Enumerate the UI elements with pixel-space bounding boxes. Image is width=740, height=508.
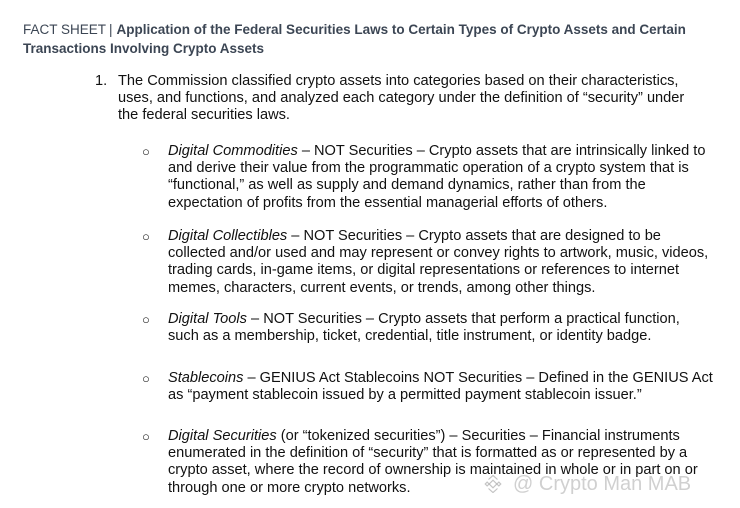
category-description: (or “tokenized securities”) – Securities – Financial instruments enumerated in the definition of “security” that is formatted as or represented by a crypto asset, where the record of ownership is maintained in whole or in part on or through one or more crypto networks. <box>168 428 698 496</box>
binance-logo-icon <box>484 474 507 494</box>
category-description: – NOT Securities – Crypto assets that are intrinsically linked to and derive their value from the programmatic operation of a crypto system that is “functional,” as well as supply and demand dynamics, rather than from the expectation of profits from the essential managerial efforts of others. <box>168 143 706 211</box>
bullet-icon: ○ <box>142 229 150 244</box>
numbered-item-1 <box>95 73 705 125</box>
item-number: 1. <box>95 73 108 89</box>
fact-sheet-label: FACT SHEET <box>23 22 107 37</box>
category-digital-commodities <box>142 143 713 212</box>
category-term: Digital Tools <box>168 311 247 327</box>
bullet-icon: ○ <box>142 429 150 444</box>
category-term: Digital Securities <box>168 428 277 444</box>
category-description: – NOT Securities – Crypto assets that perform a practical function, such as a membership, ticket, credential, title instrument, or identity badge. <box>168 311 680 345</box>
category-term: Digital Collectibles <box>168 228 288 244</box>
category-term: Stablecoins <box>168 370 244 386</box>
bullet-icon: ○ <box>142 371 150 386</box>
bullet-icon: ○ <box>142 312 150 327</box>
category-stablecoins <box>142 370 713 404</box>
fact-sheet-title: Application of the Federal Securities Laws to Certain Types of Crypto Assets and Certain Transactions Involving Crypto Assets <box>23 22 686 56</box>
category-digital-collectibles <box>142 228 713 297</box>
bullet-icon: ○ <box>142 144 150 159</box>
watermark-text: @ Crypto Man MAB <box>513 473 692 495</box>
category-description: – NOT Securities – Crypto assets that are designed to be collected and/or used and may represent or convey rights to artwork, music, videos, trading cards, in-game items, or digital representations or references to internet memes, characters, current events, or trends, among other things. <box>168 228 709 296</box>
watermark <box>484 472 691 496</box>
fact-sheet-header <box>23 20 723 58</box>
category-term: Digital Commodities <box>168 143 298 159</box>
item-text: The Commission classified crypto assets into categories based on their characteristics, uses, and functions, and analyzed each category under the definition of “security” under the federal securities laws. <box>118 73 685 124</box>
category-digital-tools <box>142 311 713 345</box>
header-separator: | <box>109 22 113 37</box>
category-description: – GENIUS Act Stablecoins NOT Securities – Defined in the GENIUS Act as “payment stablecoin issued by a permitted payment stablecoin issuer.” <box>168 370 713 404</box>
